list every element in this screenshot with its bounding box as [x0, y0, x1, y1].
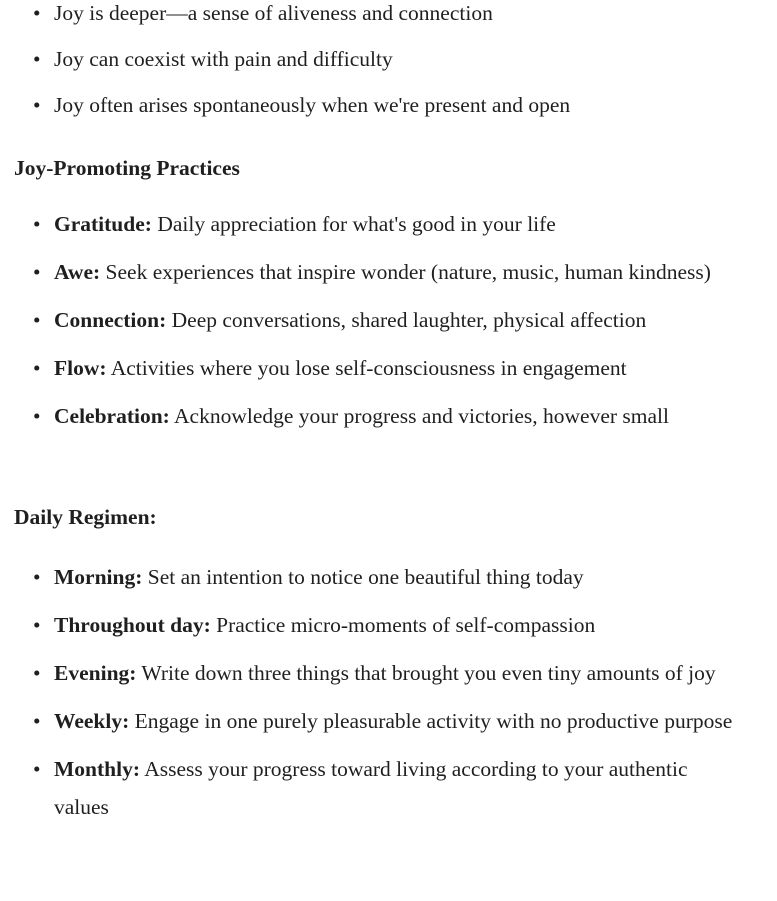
list-item-text: Assess your progress toward living according to your authentic values	[54, 757, 688, 819]
list-item	[0, 750, 777, 826]
practices-list	[0, 205, 777, 435]
list-item-text: Joy can coexist with pain and difficulty	[54, 47, 393, 71]
bullet-icon: •	[33, 1, 41, 25]
list-item-text: Daily appreciation for what's good in your life	[151, 212, 556, 236]
bullet-icon: •	[33, 613, 41, 637]
list-item	[0, 0, 777, 32]
list-item-text: Joy is deeper—a sense of aliveness and connection	[54, 1, 493, 25]
list-item-text: Joy often arises spontaneously when we're present and open	[54, 93, 571, 117]
list-item	[0, 397, 777, 435]
bullet-icon: •	[33, 404, 41, 428]
list-item-label: Awe:	[54, 260, 101, 284]
bullet-icon: •	[33, 47, 41, 71]
list-item	[0, 253, 777, 291]
bullet-icon: •	[33, 661, 41, 685]
list-item-label: Connection:	[54, 308, 167, 332]
list-item	[0, 301, 777, 339]
bullet-icon: •	[33, 212, 41, 236]
list-item	[0, 40, 777, 78]
list-item-label: Morning:	[54, 565, 143, 589]
list-item	[0, 558, 777, 596]
list-item-text: Seek experiences that inspire wonder (nature, music, human kindness)	[100, 260, 711, 284]
list-item-label: Flow:	[54, 356, 107, 380]
regimen-list	[0, 558, 777, 826]
bullet-icon: •	[33, 260, 41, 284]
list-item	[0, 205, 777, 243]
bullet-icon: •	[33, 93, 41, 117]
bullet-icon: •	[33, 757, 41, 781]
list-item-label: Throughout day:	[54, 613, 211, 637]
list-item-text: Activities where you lose self-consciousness in engagement	[106, 356, 627, 380]
list-item-text: Engage in one purely pleasurable activity with no productive purpose	[129, 709, 733, 733]
list-item-label: Gratitude:	[54, 212, 152, 236]
list-item-label: Weekly:	[54, 709, 130, 733]
section-heading-regimen: Daily Regimen:	[14, 505, 157, 529]
bullet-icon: •	[33, 565, 41, 589]
list-item	[0, 349, 777, 387]
list-item-label: Celebration:	[54, 404, 170, 428]
list-item	[0, 702, 777, 740]
list-item-text: Write down three things that brought you even tiny amounts of joy	[136, 661, 716, 685]
bullet-icon: •	[33, 709, 41, 733]
list-item-label: Monthly:	[54, 757, 140, 781]
bullet-icon: •	[33, 308, 41, 332]
list-item	[0, 654, 777, 692]
list-item-label: Evening:	[54, 661, 137, 685]
section-heading-practices: Joy-Promoting Practices	[14, 156, 240, 180]
list-item-text: Practice micro-moments of self-compassion	[210, 613, 596, 637]
list-item	[0, 606, 777, 644]
intro-list	[0, 0, 777, 124]
list-item-text: Set an intention to notice one beautiful thing today	[142, 565, 584, 589]
list-item-text: Acknowledge your progress and victories, however small	[169, 404, 669, 428]
bullet-icon: •	[33, 356, 41, 380]
list-item-text: Deep conversations, shared laughter, physical affection	[166, 308, 647, 332]
list-item	[0, 86, 777, 124]
